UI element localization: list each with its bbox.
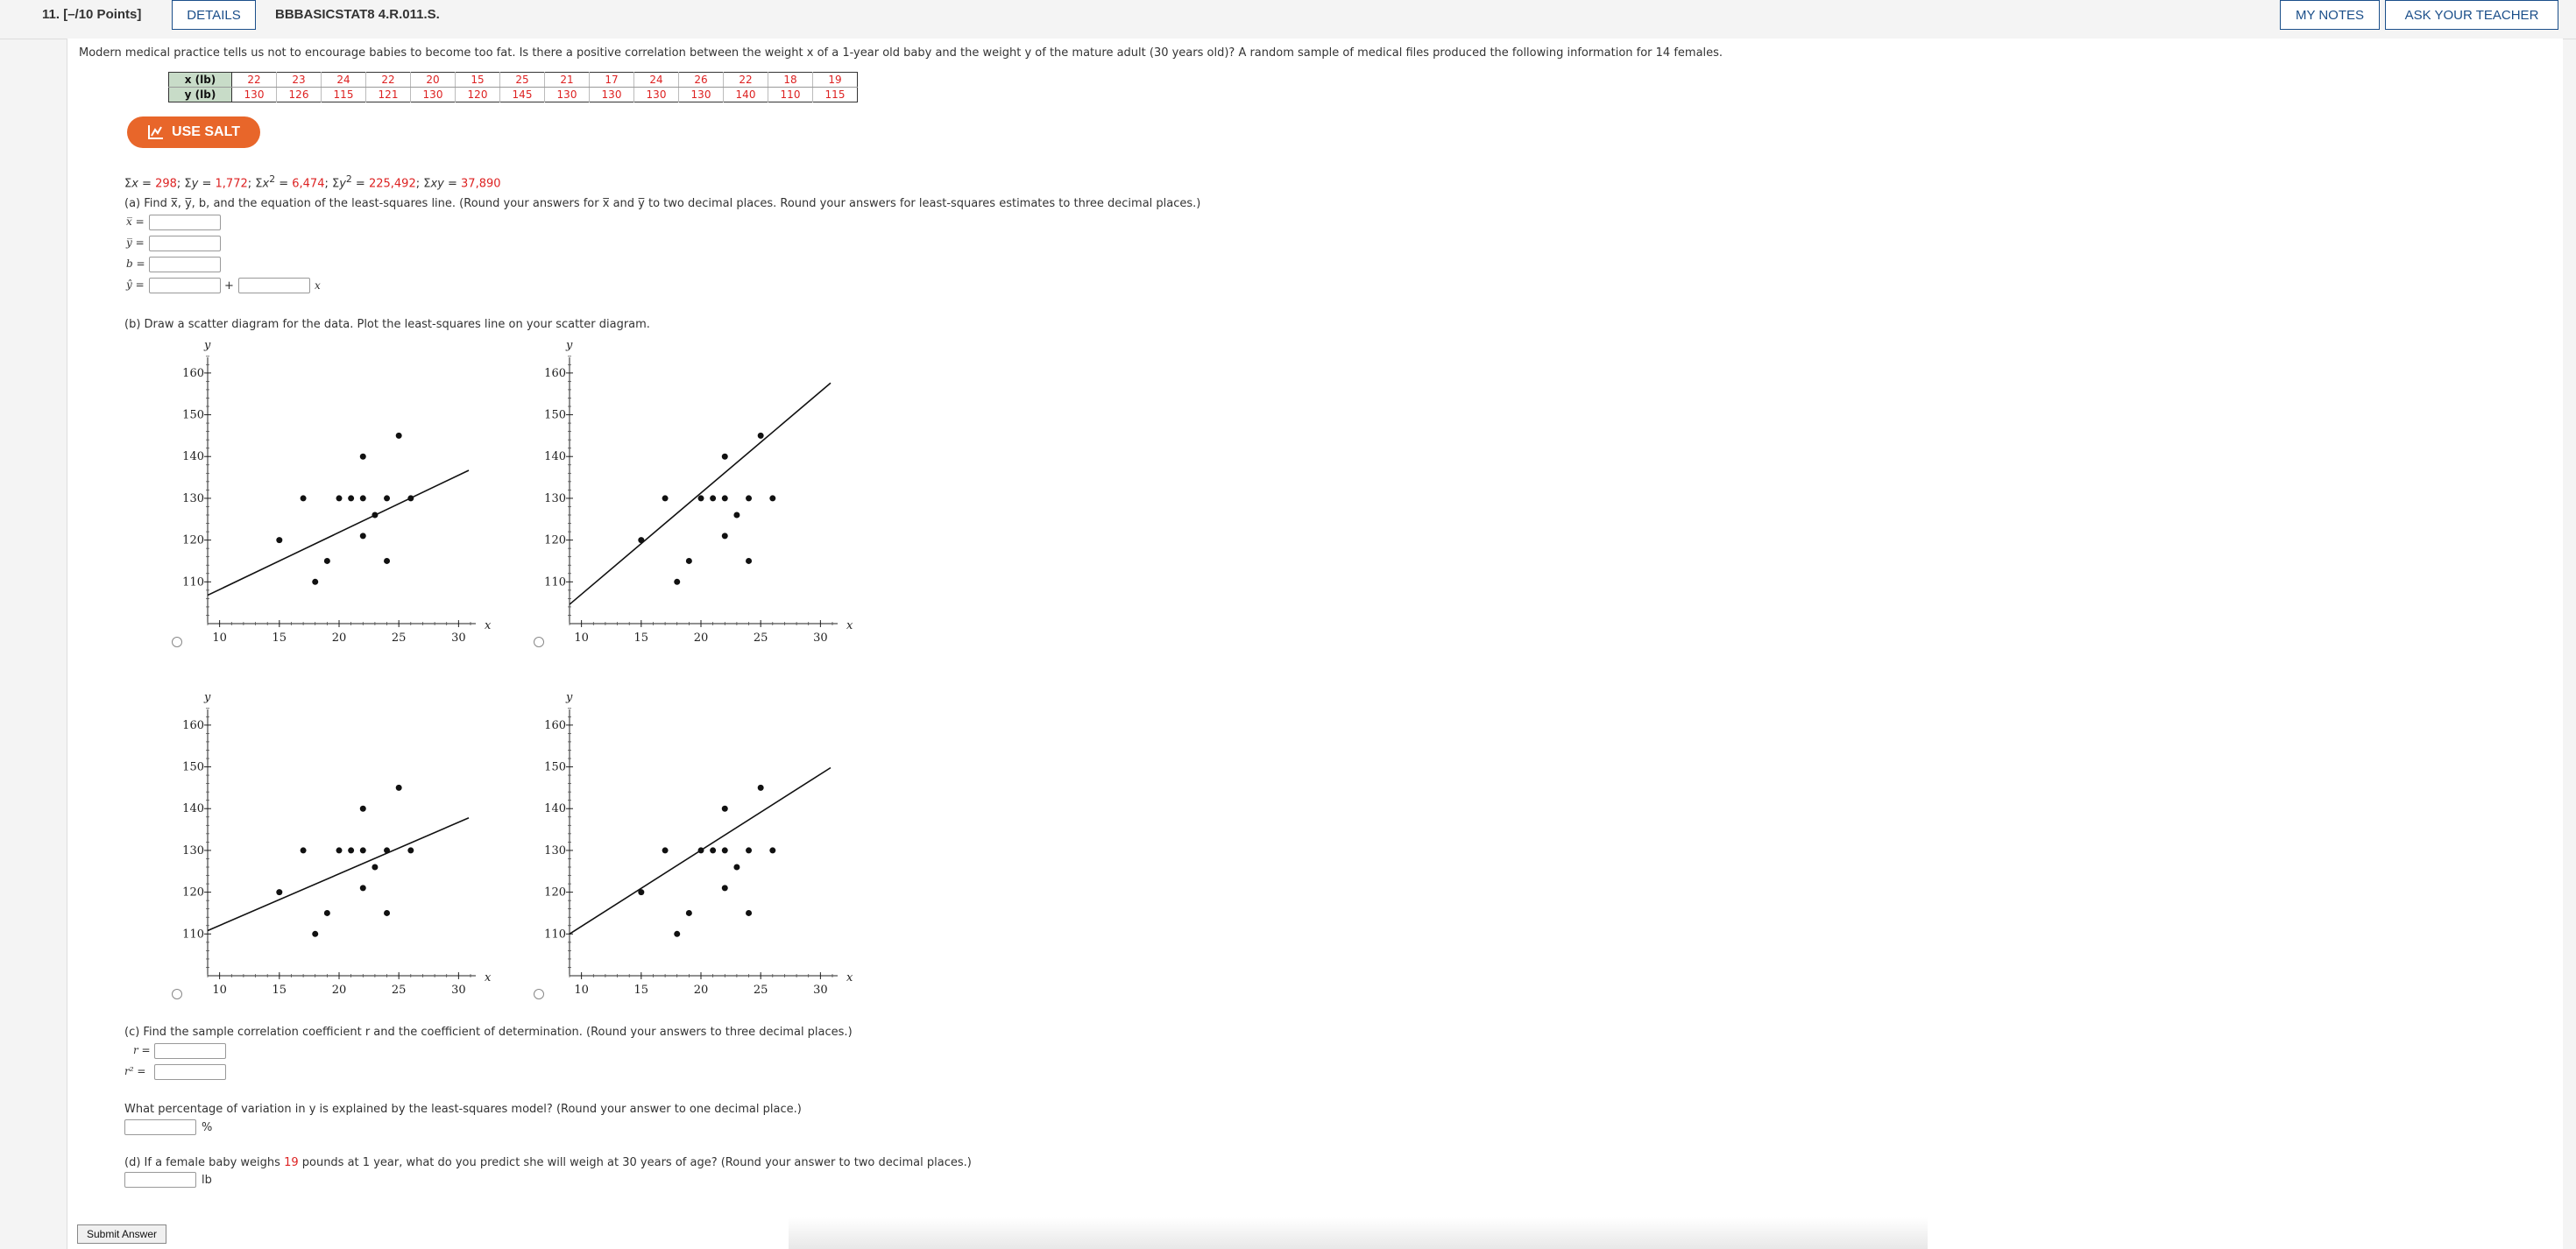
table-cell: 22 [366,73,411,88]
y-axis-label: y [566,691,573,704]
y-tick-label: 110 [182,928,204,942]
data-point [384,495,390,501]
my-notes-button[interactable]: MY NOTES [2280,0,2380,30]
xbar-label: x̅ = [126,215,145,228]
data-point [710,847,716,853]
y-tick-label: 140 [182,450,204,464]
table-cell: 110 [768,88,813,102]
x-axis-label: x [485,971,492,984]
table-cell: 115 [813,88,858,102]
data-point [384,910,390,916]
ybar-input[interactable] [149,236,221,251]
table-cell: 115 [322,88,366,102]
y-tick-label: 150 [544,408,566,422]
table-cell: 15 [456,73,500,88]
data-point [662,847,669,853]
data-point [769,847,775,853]
data-point [348,847,354,853]
question-prompt: Modern medical practice tells us not to encourage babies to become too fat. Is there a positive correlation between the weight x of a 1-year old baby and the weight y of the mature adult (30 years old)? A random sample of medical files produced the following information for 14 females. [79,46,1723,60]
scatter-plot-option-4 [533,688,866,1004]
question-number: 11. [–/10 Points] [42,7,142,22]
x-header: x (lb) [169,73,232,88]
r-squared-input[interactable] [154,1064,226,1080]
data-table [168,72,858,102]
table-cell: 21 [545,73,590,88]
x-variable: x [315,279,321,292]
x-tick-label: 30 [451,632,466,645]
y-tick-label: 130 [544,843,566,857]
data-point [722,847,728,853]
y-tick-label: 140 [544,802,566,816]
table-cell: 130 [232,88,277,102]
data-point [336,847,343,853]
r-label: r = [133,1044,151,1056]
y-tick-label: 160 [182,718,204,732]
least-squares-line [208,470,469,596]
table-cell: 130 [634,88,679,102]
data-point [746,847,752,853]
x-tick-label: 20 [331,632,347,645]
data-point [301,847,307,853]
data-point [758,433,764,439]
data-point [746,558,752,564]
data-point [638,889,644,895]
y-tick-label: 160 [544,718,566,732]
data-point [396,785,402,791]
data-point [722,806,728,812]
data-point [407,495,414,501]
x-tick-label: 10 [212,632,227,645]
percent-input[interactable] [124,1119,196,1135]
data-point [710,495,716,501]
data-point [722,454,728,460]
table-cell: 120 [456,88,500,102]
y-tick-label: 140 [182,802,204,816]
data-point [662,495,669,501]
part-c-instructions: (c) Find the sample correlation coefficient r and the coefficient of determination. (Round your answers to three decimal places.) [124,1026,853,1039]
ask-teacher-button[interactable]: ASK YOUR TEACHER [2385,0,2558,30]
data-point [722,495,728,501]
data-point [686,558,692,564]
data-point [372,512,378,519]
y-tick-label: 130 [544,491,566,505]
summary-sums: Σx = 298; Σy = 1,772; $\Sigma x^2 = 6,474$; $\Sigma y^2 = 225,492$; Σxy = 37,890 [124,173,501,191]
option-4-radio[interactable] [534,989,544,999]
b-label: b = [126,258,145,270]
data-point [348,495,354,501]
x-tick-label: 30 [813,984,828,997]
least-squares-line [570,383,831,604]
data-point [360,885,366,891]
yhat-label: ŷ = [126,279,145,291]
data-point [336,495,343,501]
x-tick-label: 15 [633,984,649,997]
scatter-plot-option-1 [171,336,504,652]
table-cell: 22 [232,73,277,88]
data-point [312,579,318,585]
table-cell: 121 [366,88,411,102]
option-1-radio[interactable] [172,637,182,647]
y-tick-label: 130 [182,491,204,505]
percent-unit: % [202,1121,213,1134]
data-point [276,889,282,895]
data-point [301,495,307,501]
data-point [396,433,402,439]
plus-sign: + [224,279,234,293]
intercept-input[interactable] [149,278,221,293]
data-point [758,785,764,791]
y-axis-label: y [566,339,573,352]
x-tick-label: 30 [451,984,466,997]
data-point [674,931,680,937]
y-tick-label: 120 [182,533,204,547]
data-point [698,495,704,501]
table-cell: 130 [590,88,634,102]
scatter-plot-option-3 [171,688,504,1004]
data-point [733,512,740,519]
least-squares-line [208,818,469,931]
x-tick-label: 30 [813,632,828,645]
y-tick-label: 150 [544,760,566,774]
prediction-unit: lb [202,1174,212,1187]
option-2-radio[interactable] [534,637,544,647]
data-point [360,533,366,539]
table-cell: 17 [590,73,634,88]
table-cell: 23 [277,73,322,88]
x-axis-label: x [846,971,853,984]
table-cell: 19 [813,73,858,88]
y-tick-label: 160 [182,366,204,380]
x-tick-label: 10 [212,984,227,997]
y-tick-label: 120 [544,533,566,547]
data-point [407,847,414,853]
data-point [360,495,366,501]
data-point [686,910,692,916]
x-tick-label: 10 [574,984,589,997]
data-point [372,864,378,871]
table-cell: 26 [679,73,724,88]
x-tick-label: 15 [272,984,287,997]
x-tick-label: 20 [693,632,709,645]
y-header: y (lb) [169,88,232,102]
r-squared-label: r² = [124,1065,146,1077]
data-point [384,847,390,853]
table-cell: 22 [724,73,768,88]
x-tick-label: 25 [753,632,768,645]
x-tick-label: 20 [331,984,347,997]
submit-answer-button[interactable]: Submit Answer [77,1224,166,1244]
question-code: BBBASICSTAT8 4.R.011.S. [275,7,440,22]
data-point [722,533,728,539]
y-tick-label: 120 [182,886,204,900]
table-cell: 18 [768,73,813,88]
y-axis-label: y [204,691,211,704]
table-cell: 25 [500,73,545,88]
x-tick-label: 25 [753,984,768,997]
r-input[interactable] [154,1043,226,1059]
prediction-input[interactable] [124,1172,196,1188]
x-tick-label: 15 [633,632,649,645]
part-d-instructions: (d) If a female baby weighs 19 pounds at 1 year, what do you predict she will weigh at 30 years of age? (Round your answer to two decimal places.) [124,1156,972,1169]
details-button[interactable]: DETAILS [172,0,256,30]
table-cell: 140 [724,88,768,102]
b-input[interactable] [149,257,221,272]
table-cell: 130 [545,88,590,102]
part-a-instructions: (a) Find x̅, y̅, b, and the equation of the least-squares line. (Round your answers for x̅ and y̅ to two decimal places. Round your answers for least-squares estimates to three decimal places.) [124,197,1201,210]
data-point [360,454,366,460]
x-axis-label: x [846,619,853,632]
data-point [733,864,740,871]
question-header [0,0,2576,39]
y-tick-label: 150 [182,408,204,422]
y-tick-label: 120 [544,886,566,900]
percent-question: What percentage of variation in y is explained by the least-squares model? (Round your answer to one decimal place.) [124,1103,802,1116]
ybar-label: y̅ = [126,236,145,249]
xbar-input[interactable] [149,215,221,230]
slope-input[interactable] [238,278,310,293]
data-point [746,910,752,916]
data-point [746,495,752,501]
data-point [674,579,680,585]
x-axis-label: x [485,619,492,632]
scatter-plot-option-2 [533,336,866,652]
y-tick-label: 150 [182,760,204,774]
y-tick-label: 110 [544,928,566,942]
footer-shadow [789,1217,1928,1249]
table-cell: 145 [500,88,545,102]
data-point [360,847,366,853]
data-point [276,537,282,543]
table-cell: 130 [411,88,456,102]
x-tick-label: 25 [391,632,407,645]
y-tick-label: 110 [544,575,566,589]
y-axis-label: y [204,339,211,352]
data-point [384,558,390,564]
y-tick-label: 160 [544,366,566,380]
table-cell: 20 [411,73,456,88]
use-salt-label: USE SALT [172,124,240,139]
part-b-instructions: (b) Draw a scatter diagram for the data. Plot the least-squares line on your scatter diagram. [124,318,650,331]
x-tick-label: 25 [391,984,407,997]
baby-weight: 19 [284,1156,299,1169]
data-point [722,885,728,891]
data-point [638,537,644,543]
data-point [360,806,366,812]
y-tick-label: 110 [182,575,204,589]
data-point [324,558,330,564]
y-tick-label: 140 [544,450,566,464]
x-tick-label: 15 [272,632,287,645]
table-cell: 24 [322,73,366,88]
x-tick-label: 20 [693,984,709,997]
x-tick-label: 10 [574,632,589,645]
data-point [324,910,330,916]
data-point [769,495,775,501]
use-salt-button[interactable] [127,116,260,148]
option-3-radio[interactable] [172,989,182,999]
y-tick-label: 130 [182,843,204,857]
salt-chart-icon [147,124,165,140]
table-row-x [169,73,858,88]
data-point [698,847,704,853]
table-row-y [169,88,858,102]
data-point [312,931,318,937]
table-cell: 130 [679,88,724,102]
table-cell: 24 [634,73,679,88]
table-cell: 126 [277,88,322,102]
